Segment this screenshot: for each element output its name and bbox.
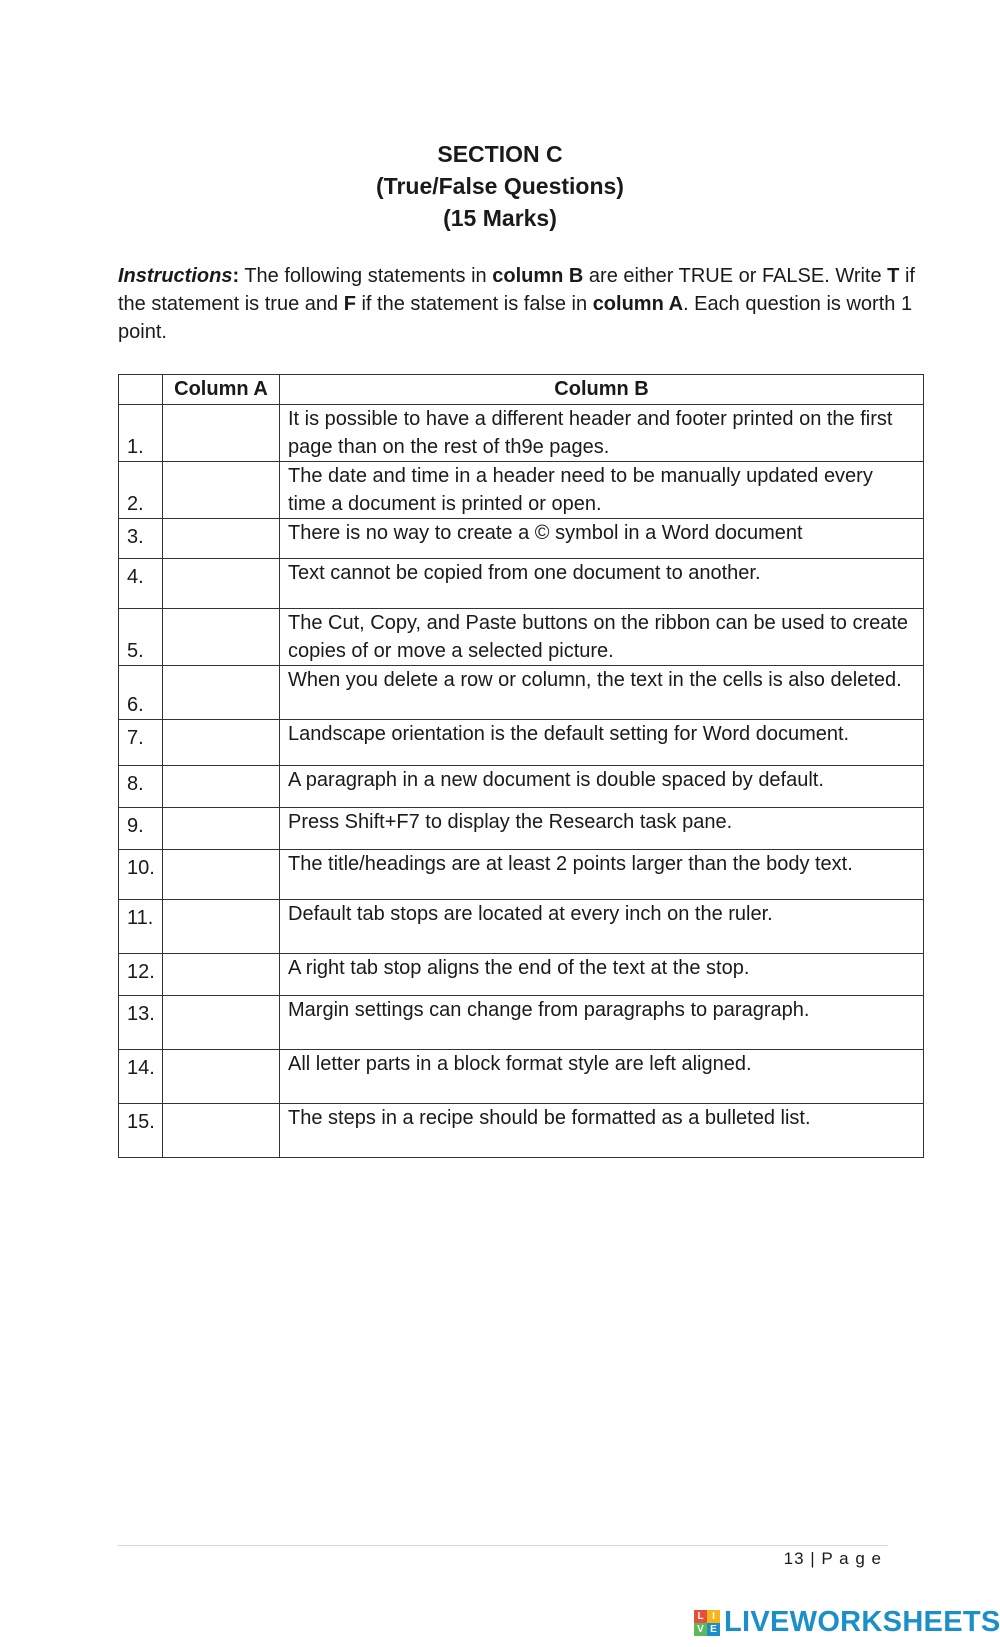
answer-cell[interactable]: [163, 666, 280, 720]
header-column-a: Column A: [163, 375, 280, 405]
brand-name: LIVEWORKSHEETS: [724, 1606, 1000, 1638]
instructions-label: Instructions: [118, 265, 233, 287]
header-number: [119, 375, 163, 405]
question-number: 11.: [119, 900, 163, 954]
table-row: [119, 850, 924, 900]
answer-cell[interactable]: [163, 559, 280, 609]
answer-cell[interactable]: [163, 808, 280, 850]
question-number: 7.: [119, 720, 163, 766]
instructions-text: if the statement is false in: [355, 293, 593, 315]
section-marks: (15 Marks): [443, 205, 557, 231]
section-subtitle: (True/False Questions): [376, 173, 624, 199]
question-number: 8.: [119, 766, 163, 808]
table-row: [119, 666, 924, 720]
logo-letter: L: [694, 1610, 707, 1623]
answer-cell[interactable]: [163, 766, 280, 808]
page-number: 13 | P a g e: [783, 1549, 882, 1568]
answer-cell[interactable]: [163, 720, 280, 766]
question-number: 3.: [119, 519, 163, 559]
liveworksheets-brand: [694, 1606, 1000, 1639]
table-row: [119, 954, 924, 996]
statement-text: All letter parts in a block format style are left aligned.: [280, 1050, 924, 1104]
answer-cell[interactable]: [163, 900, 280, 954]
instructions-bold: column B: [492, 265, 584, 287]
question-number: 9.: [119, 808, 163, 850]
question-number: 5.: [119, 609, 163, 666]
table-header-row: [119, 375, 924, 405]
question-number: 14.: [119, 1050, 163, 1104]
table-row: [119, 996, 924, 1050]
logo-letter: I: [707, 1610, 720, 1623]
statement-text: The Cut, Copy, and Paste buttons on the ribbon can be used to create copies of or move a selected picture.: [280, 609, 924, 666]
instructions-text: if the statement is true and: [118, 265, 915, 315]
statement-text: When you delete a row or column, the text in the cells is also deleted.: [280, 666, 924, 720]
question-number: 10.: [119, 850, 163, 900]
statement-text: The date and time in a header need to be manually updated every time a document is printed or open.: [280, 462, 924, 519]
table-row: [119, 766, 924, 808]
section-title: SECTION C: [437, 141, 563, 167]
answer-cell[interactable]: [163, 519, 280, 559]
section-heading: [0, 138, 1000, 234]
answer-cell[interactable]: [163, 1050, 280, 1104]
statement-text: Text cannot be copied from one document to another.: [280, 559, 924, 609]
question-number: 4.: [119, 559, 163, 609]
table-row: [119, 405, 924, 462]
table-row: [119, 1104, 924, 1158]
statement-text: It is possible to have a different header and footer printed on the first page than on the rest of th9e pages.: [280, 405, 924, 462]
question-number: 1.: [119, 405, 163, 462]
table-row: [119, 559, 924, 609]
answer-cell[interactable]: [163, 850, 280, 900]
statement-text: There is no way to create a © symbol in a Word document: [280, 519, 924, 559]
header-column-b: Column B: [280, 375, 924, 405]
instructions-text: . Each question is worth 1 point.: [118, 293, 913, 343]
statement-text: A paragraph in a new document is double spaced by default.: [280, 766, 924, 808]
instructions-paragraph: [118, 262, 938, 346]
answer-cell[interactable]: [163, 405, 280, 462]
table-row: [119, 1050, 924, 1104]
answer-cell[interactable]: [163, 1104, 280, 1158]
answer-cell[interactable]: [163, 462, 280, 519]
question-number: 6.: [119, 666, 163, 720]
table-row: [119, 900, 924, 954]
true-false-table: [118, 374, 924, 1158]
table-row: [119, 720, 924, 766]
liveworksheets-logo-icon: [694, 1610, 720, 1636]
table-row: [119, 808, 924, 850]
logo-letter: E: [707, 1623, 720, 1636]
question-number: 12.: [119, 954, 163, 996]
table-row: [119, 462, 924, 519]
instructions-colon: :: [232, 265, 240, 287]
question-number: 13.: [119, 996, 163, 1050]
question-number: 15.: [119, 1104, 163, 1158]
statement-text: The steps in a recipe should be formatted as a bulleted list.: [280, 1104, 924, 1158]
instructions-bold: T: [887, 265, 900, 287]
table-row: [119, 519, 924, 559]
statement-text: Default tab stops are located at every inch on the ruler.: [280, 900, 924, 954]
statement-text: Press Shift+F7 to display the Research task pane.: [280, 808, 924, 850]
statement-text: A right tab stop aligns the end of the text at the stop.: [280, 954, 924, 996]
statement-text: Landscape orientation is the default setting for Word document.: [280, 720, 924, 766]
answer-cell[interactable]: [163, 996, 280, 1050]
logo-letter: V: [694, 1623, 707, 1636]
instructions-text: are either TRUE or FALSE. Write: [583, 265, 888, 287]
instructions-text: The following statements in: [239, 265, 493, 287]
table-row: [119, 609, 924, 666]
instructions-bold: F: [343, 293, 356, 315]
answer-cell[interactable]: [163, 609, 280, 666]
statement-text: Margin settings can change from paragraphs to paragraph.: [280, 996, 924, 1050]
instructions-bold: column A: [592, 293, 684, 315]
statement-text: The title/headings are at least 2 points larger than the body text.: [280, 850, 924, 900]
question-number: 2.: [119, 462, 163, 519]
answer-cell[interactable]: [163, 954, 280, 996]
footer-divider: [118, 1545, 888, 1546]
